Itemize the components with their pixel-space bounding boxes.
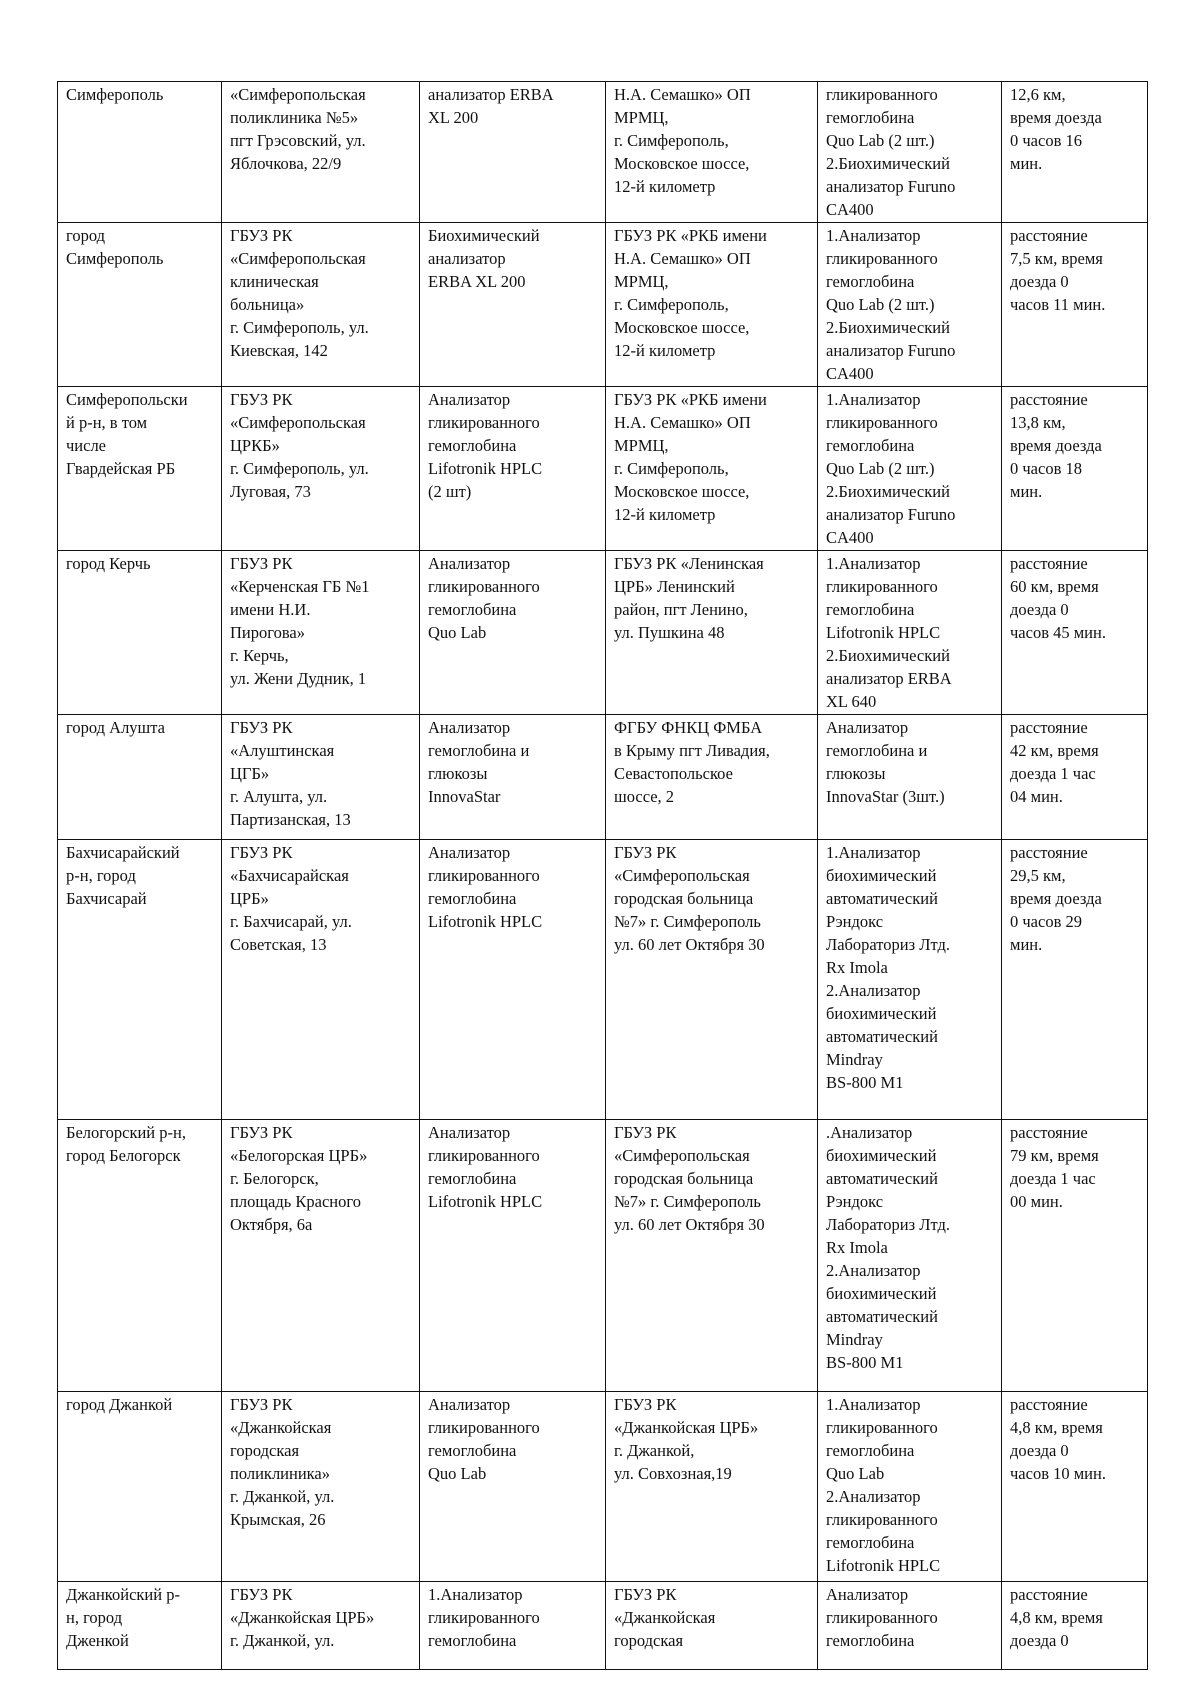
distance-cell: расстояние 79 км, время доезда 1 час 00 мин. (1002, 1120, 1148, 1392)
table-row (58, 551, 1148, 715)
area-cell: город Джанкой (58, 1392, 222, 1582)
table-row (58, 1120, 1148, 1392)
reference-equipment-cell: 1.Анализатор гликированного гемоглобина Lifotronik HPLC 2.Биохимический анализатор ERBA XL 640 (818, 551, 1002, 715)
distance-cell: расстояние 29,5 км, время доезда 0 часов 29 мин. (1002, 840, 1148, 1120)
facility-cell: ГБУЗ РК «Джанкойская городская поликлиника» г. Джанкой, ул. Крымская, 26 (222, 1392, 420, 1582)
table-row (58, 82, 1148, 223)
equipment-cell: Анализатор гликированного гемоглобина Lifotronik HPLC (420, 840, 606, 1120)
facilities-table (57, 81, 1148, 1670)
reference-facility-cell: ГБУЗ РК «Джанкойская городская (606, 1582, 818, 1670)
equipment-cell: Анализатор гликированного гемоглобина Quo Lab (420, 1392, 606, 1582)
area-cell: Белогорский р-н, город Белогорск (58, 1120, 222, 1392)
table-row (58, 1392, 1148, 1582)
area-cell: город Алушта (58, 715, 222, 840)
equipment-cell: Анализатор гемоглобина и глюкозы InnovaStar (420, 715, 606, 840)
reference-facility-cell: Н.А. Семашко» ОП МРМЦ, г. Симферополь, Московское шоссе, 12-й километр (606, 82, 818, 223)
facility-cell: ГБУЗ РК «Джанкойская ЦРБ» г. Джанкой, ул. (222, 1582, 420, 1670)
reference-facility-cell: ГБУЗ РК «Симферопольская городская больница №7» г. Симферополь ул. 60 лет Октября 30 (606, 1120, 818, 1392)
reference-equipment-cell: .Анализатор биохимический автоматический Рэндокс Лабораториз Лтд. Rx Imola 2.Анализатор биохимический автоматический Mindray BS-800 M1 (818, 1120, 1002, 1392)
table-row (58, 223, 1148, 387)
reference-equipment-cell: Анализатор гликированного гемоглобина (818, 1582, 1002, 1670)
equipment-cell: Биохимический анализатор ERBA XL 200 (420, 223, 606, 387)
facility-cell: ГБУЗ РК «Бахчисарайская ЦРБ» г. Бахчисарай, ул. Советская, 13 (222, 840, 420, 1120)
equipment-cell: анализатор ERBA XL 200 (420, 82, 606, 223)
table-row (58, 840, 1148, 1120)
equipment-cell: Анализатор гликированного гемоглобина Quo Lab (420, 551, 606, 715)
reference-equipment-cell: 1.Анализатор гликированного гемоглобина Quo Lab 2.Анализатор гликированного гемоглобина Lifotronik HPLC (818, 1392, 1002, 1582)
reference-facility-cell: ГБУЗ РК «Джанкойская ЦРБ» г. Джанкой, ул. Совхозная,19 (606, 1392, 818, 1582)
reference-facility-cell: ГБУЗ РК «Ленинская ЦРБ» Ленинский район, пгт Ленино, ул. Пушкина 48 (606, 551, 818, 715)
area-cell: Джанкойский р- н, город Дженкой (58, 1582, 222, 1670)
reference-equipment-cell: 1.Анализатор гликированного гемоглобина Quo Lab (2 шт.) 2.Биохимический анализатор Furuno CA400 (818, 223, 1002, 387)
area-cell: Симферополь (58, 82, 222, 223)
equipment-cell: 1.Анализатор гликированного гемоглобина (420, 1582, 606, 1670)
reference-equipment-cell: Анализатор гемоглобина и глюкозы InnovaStar (3шт.) (818, 715, 1002, 840)
area-cell: Бахчисарайский р-н, город Бахчисарай (58, 840, 222, 1120)
facility-cell: «Симферопольская поликлиника №5» пгт Грэсовский, ул. Яблочкова, 22/9 (222, 82, 420, 223)
reference-facility-cell: ГБУЗ РК «РКБ имени Н.А. Семашко» ОП МРМЦ, г. Симферополь, Московское шоссе, 12-й километр (606, 387, 818, 551)
area-cell: город Симферополь (58, 223, 222, 387)
facility-cell: ГБУЗ РК «Керченская ГБ №1 имени Н.И. Пирогова» г. Керчь, ул. Жени Дудник, 1 (222, 551, 420, 715)
reference-equipment-cell: 1.Анализатор биохимический автоматический Рэндокс Лабораториз Лтд. Rx Imola 2.Анализатор биохимический автоматический Mindray BS-800 M1 (818, 840, 1002, 1120)
table-row (58, 1582, 1148, 1670)
distance-cell: расстояние 4,8 км, время доезда 0 (1002, 1582, 1148, 1670)
distance-cell: расстояние 7,5 км, время доезда 0 часов 11 мин. (1002, 223, 1148, 387)
area-cell: Симферопольски й р-н, в том числе Гвардейская РБ (58, 387, 222, 551)
distance-cell: расстояние 60 км, время доезда 0 часов 45 мин. (1002, 551, 1148, 715)
facility-cell: ГБУЗ РК «Белогорская ЦРБ» г. Белогорск, площадь Красного Октября, 6а (222, 1120, 420, 1392)
reference-facility-cell: ГБУЗ РК «Симферопольская городская больница №7» г. Симферополь ул. 60 лет Октября 30 (606, 840, 818, 1120)
distance-cell: расстояние 13,8 км, время доезда 0 часов 18 мин. (1002, 387, 1148, 551)
distance-cell: расстояние 42 км, время доезда 1 час 04 мин. (1002, 715, 1148, 840)
facility-cell: ГБУЗ РК «Алуштинская ЦГБ» г. Алушта, ул. Партизанская, 13 (222, 715, 420, 840)
area-cell: город Керчь (58, 551, 222, 715)
table-row (58, 387, 1148, 551)
equipment-cell: Анализатор гликированного гемоглобина Lifotronik HPLC (2 шт) (420, 387, 606, 551)
facility-cell: ГБУЗ РК «Симферопольская ЦРКБ» г. Симферополь, ул. Луговая, 73 (222, 387, 420, 551)
reference-equipment-cell: гликированного гемоглобина Quo Lab (2 шт.) 2.Биохимический анализатор Furuno CA400 (818, 82, 1002, 223)
reference-facility-cell: ФГБУ ФНКЦ ФМБА в Крыму пгт Ливадия, Севастопольское шоссе, 2 (606, 715, 818, 840)
reference-equipment-cell: 1.Анализатор гликированного гемоглобина Quo Lab (2 шт.) 2.Биохимический анализатор Furuno CA400 (818, 387, 1002, 551)
equipment-cell: Анализатор гликированного гемоглобина Lifotronik HPLC (420, 1120, 606, 1392)
distance-cell: 12,6 км, время доезда 0 часов 16 мин. (1002, 82, 1148, 223)
reference-facility-cell: ГБУЗ РК «РКБ имени Н.А. Семашко» ОП МРМЦ, г. Симферополь, Московское шоссе, 12-й километр (606, 223, 818, 387)
facility-cell: ГБУЗ РК «Симферопольская клиническая больница» г. Симферополь, ул. Киевская, 142 (222, 223, 420, 387)
distance-cell: расстояние 4,8 км, время доезда 0 часов 10 мин. (1002, 1392, 1148, 1582)
table-row (58, 715, 1148, 840)
